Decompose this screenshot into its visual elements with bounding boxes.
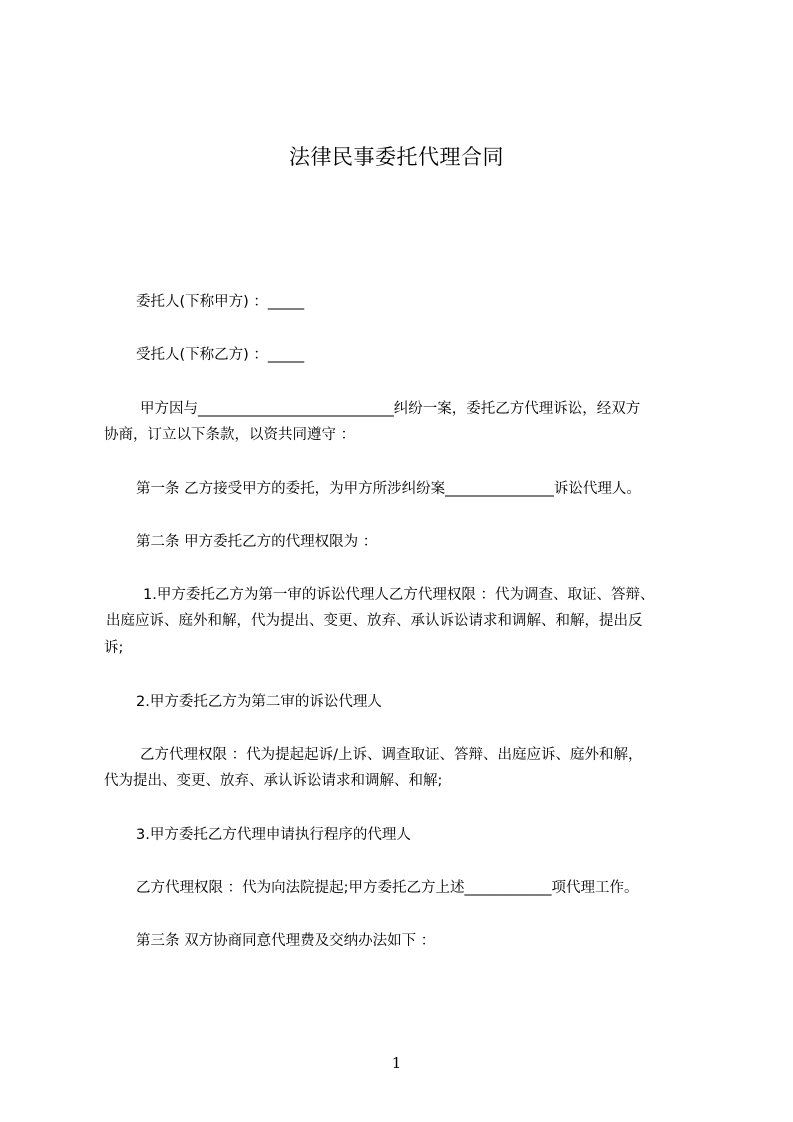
agent-line: 受托人(下称乙方) ：_____ <box>136 347 305 363</box>
article-1-line: 第一条 乙方接受甲方的委托，为甲方所涉纠纷案_______________诉讼代理人。 <box>136 481 641 497</box>
preamble-line-2: 协商，订立以下条款，以资共同遵守 ： <box>104 427 356 443</box>
item-3-heading: 3.甲方委托乙方代理申请执行程序的代理人 <box>136 827 411 843</box>
article-2-heading: 第二条 甲方委托乙方的代理权限为 ： <box>136 534 378 550</box>
article-3-heading: 第三条 双方协商同意代理费及交纳办法如下 ： <box>136 933 436 949</box>
item-2-line-1: 乙方代理权限 ：代为提起起诉/上诉、调查取证、答辩、出庭应诉、庭外和解， <box>140 747 643 763</box>
preamble-line-1: 甲方因与___________________________纠纷一案，委托乙方代理诉讼，经双方 <box>140 401 641 417</box>
item-2-line-2: 代为提出、变更、放弃、承认诉讼请求和调解、和解; <box>104 773 443 789</box>
item-1-line-3: 诉; <box>104 640 124 656</box>
document-title: 法律民事委托代理合同 <box>289 145 504 169</box>
item-2-heading: 2.甲方委托乙方为第二审的诉讼代理人 <box>136 694 382 710</box>
item-1-line-2: 出庭应诉、庭外和解，代为提出、变更、放弃、承认诉讼请求和调解、和解，提出反 <box>106 613 643 629</box>
item-3-line-1: 乙方代理权限 ：代为向法院提起;甲方委托乙方上述____________项代理工作。 <box>136 880 639 896</box>
page-number: 1 <box>391 1054 402 1072</box>
item-1-line-1: 1.甲方委托乙方为第一审的诉讼代理人乙方代理权限 ：代为调查、取证、答辩、 <box>143 587 655 603</box>
principal-line: 委托人(下称甲方) ：_____ <box>136 294 305 310</box>
